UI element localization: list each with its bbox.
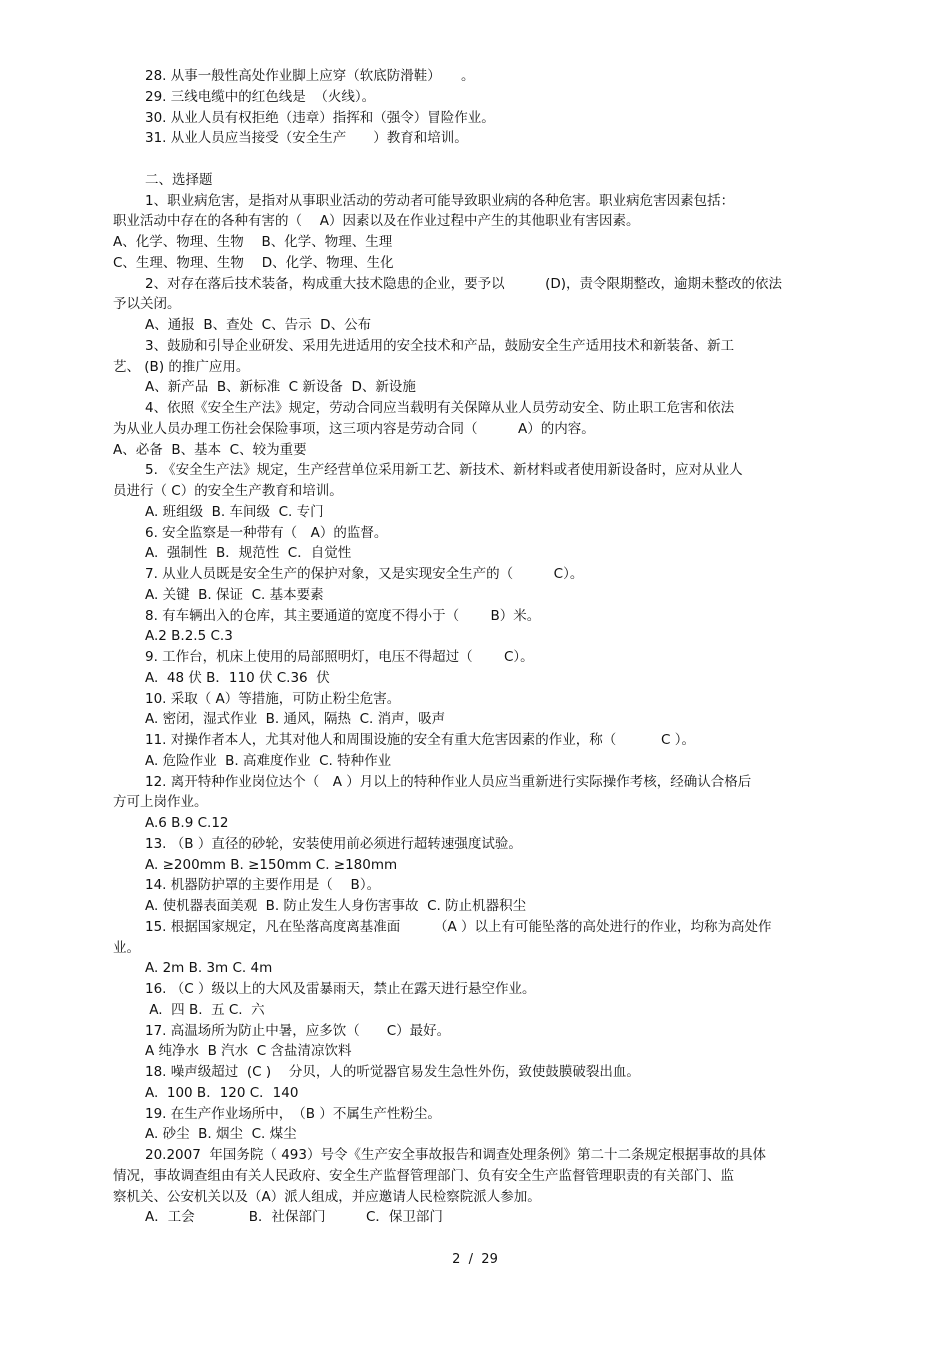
- text-line: 9. 工作台，机床上使用的局部照明灯，电压不得超过（ C）。: [145, 649, 534, 665]
- text-line: A. 使机器表面美观 B. 防止发生人身伤害事故 C. 防止机器积尘: [145, 898, 527, 914]
- text-line: 28. 从事一般性高处作业脚上应穿（软底防滑鞋） 。: [145, 68, 475, 84]
- text-line: 情况，事故调查组由有关人民政府、安全生产监督管理部门、负有安全生产监督管理职责的有关部门、监: [113, 1167, 734, 1184]
- text-line: 30. 从业人员有权拒绝（违章）指挥和（强令）冒险作业。: [145, 109, 495, 126]
- text-line: A. 密闭，湿式作业 B. 通风，隔热 C. 消声，吸声: [145, 711, 446, 728]
- text-line: A. 班组级 B. 车间级 C. 专门: [145, 503, 324, 520]
- text-line: A. 砂尘 B. 烟尘 C. 煤尘: [145, 1126, 297, 1143]
- text-line: 7. 从业人员既是安全生产的保护对象，又是实现安全生产的（ C）。: [145, 566, 584, 582]
- text-line: A. 强制性 B．规范性 C．自觉性: [145, 545, 352, 562]
- text-line: A、必备 B、基本 C、较为重要: [113, 441, 307, 458]
- text-line: 20.2007 年国务院（ 493）号令《生产安全事故报告和调查处理条例》第二十二条规定根据事故的具体: [145, 1147, 766, 1163]
- text-line: A.2 B.2.5 C.3: [145, 628, 233, 645]
- text-line: C、生理、物理、生物 D、化学、物理、生化: [113, 254, 394, 271]
- text-line: 18. 噪声级超过 (C ) 分贝，人的听觉器官易发生急性外伤，致使鼓膜破裂出血。: [145, 1064, 640, 1080]
- text-line: A、化学、物理、生物 B、化学、物理、生理: [113, 234, 393, 250]
- text-line: 17. 高温场所为防止中暑，应多饮（ C）最好。: [145, 1022, 451, 1039]
- text-line: A. 100 B．120 C．140: [145, 1084, 299, 1101]
- text-line: A. 危险作业 B. 高难度作业 C. 特种作业: [145, 752, 392, 769]
- text-line: 15. 根据国家规定，凡在坠落高度离基准面 （A ）以上有可能坠落的高处进行的作业，均称为高处作: [145, 918, 772, 935]
- text-line: A．工会 B．社保部门 C．保卫部门: [145, 1209, 443, 1226]
- text-line: 二、选择题: [145, 171, 213, 188]
- text-line: 2、对存在落后技术装备，构成重大技术隐患的企业，要予以 (D)，责令限期整改，逾期未整改的依法: [145, 275, 783, 292]
- text-line: 4、依照《安全生产法》规定，劳动合同应当载明有关保障从业人员劳动安全、防止职工危害和依法: [145, 400, 735, 416]
- text-line: 29. 三线电缆中的红色线是 （火线）。: [145, 88, 376, 105]
- text-line: 3、鼓励和引导企业研发、采用先进适用的安全技术和产品，鼓励安全生产适用技术和新装备、新工: [145, 337, 735, 354]
- text-line: 5. 《安全生产法》规定，生产经营单位采用新工艺、新技术、新材料或者使用新设备时，应对从业人: [145, 462, 743, 479]
- text-line: A.6 B.9 C.12: [145, 815, 229, 831]
- text-line: 6. 安全监察是一种带有（ A）的监督。: [145, 524, 388, 541]
- text-line: 察机关、公安机关以及（A）派人组成，并应邀请人民检察院派人参加。: [113, 1188, 541, 1205]
- text-line: 职业活动中存在的各种有害的（ A）因素以及在作业过程中产生的其他职业有害因素。: [113, 213, 640, 230]
- text-line: 13. （B ）直径的砂轮，安装使用前必须进行超转速强度试验。: [145, 835, 522, 852]
- text-line: 业。: [113, 939, 140, 956]
- text-line: 31. 从业人员应当接受（安全生产 ）教育和培训。: [145, 130, 468, 147]
- text-line: 8. 有车辆出入的仓库，其主要通道的宽度不得小于（ B）米。: [145, 607, 541, 624]
- text-line: A. ≥200mm B. ≥150mm C. ≥180mm: [145, 856, 398, 873]
- text-line: 16. （C ）级以上的大风及雷暴雨天，禁止在露天进行悬空作业。: [145, 981, 536, 997]
- text-line: A. 关键 B. 保证 C. 基本要素: [145, 586, 324, 603]
- text-line: 员进行（ C）的安全生产教育和培训。: [113, 483, 343, 499]
- text-line: 12. 离开特种作业岗位达个（ A ）月以上的特种作业人员应当重新进行实际操作考核，经确认合格后: [145, 773, 752, 790]
- text-line: 14. 机器防护罩的主要作用是（ B）。: [145, 877, 381, 894]
- text-line: A. 2m B. 3m C. 4m: [145, 960, 273, 977]
- text-line: A、通报 B、查处 C、告示 D、公布: [145, 317, 372, 333]
- text-line: 艺、 (B) 的推广应用。: [113, 358, 250, 375]
- text-line: A、新产品 B、新标准 C 新设备 D、新设施: [145, 379, 416, 396]
- text-line: 19. 在生产作业场所中， （B ）不属生产性粉尘。: [145, 1105, 441, 1122]
- text-line: A. 四 B. 五 C. 六: [145, 1001, 265, 1018]
- text-line: 11. 对操作者本人，尤其对他人和周围设施的安全有重大危害因素的作业，称（ C ）。: [145, 732, 696, 748]
- page-number: 2 / 29: [452, 1252, 498, 1267]
- text-line: 1、职业病危害，是指对从事职业活动的劳动者可能导致职业病的各种危害。职业病危害因素包括：: [145, 192, 735, 209]
- text-line: 方可上岗作业。: [113, 794, 208, 811]
- text-line: 予以关闭。: [113, 296, 181, 313]
- text-line: A. 48 伏 B．110 伏 C.36 伏: [145, 669, 330, 686]
- text-line: A 纯净水 B 汽水 C 含盐清凉饮料: [145, 1043, 352, 1060]
- text-line: 10. 采取（ A）等措施，可防止粉尘危害。: [145, 690, 401, 707]
- text-line: 为从业人员办理工伤社会保险事项，这三项内容是劳动合同（ A）的内容。: [113, 420, 595, 437]
